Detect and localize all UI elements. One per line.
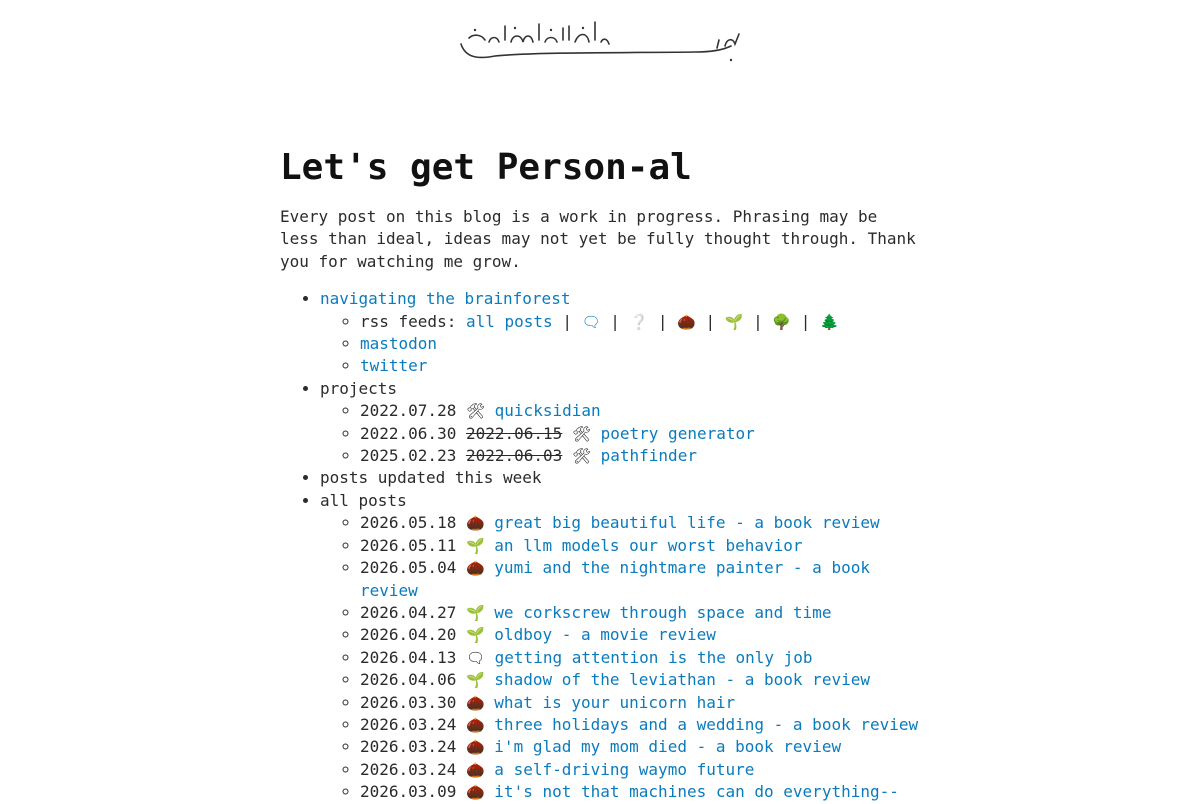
post-date: 2026.03.24 <box>360 737 457 757</box>
project-date: 2022.06.30 <box>360 423 457 443</box>
speech-bubble-icon: 🗨 <box>465 648 486 667</box>
separator: | <box>657 311 668 331</box>
post-date: 2026.05.04 <box>360 558 457 578</box>
brainforest-sublist <box>320 311 924 378</box>
list-item <box>320 490 924 804</box>
post-item <box>360 647 924 669</box>
list-item <box>320 288 924 378</box>
post-date: 2026.03.09 <box>360 782 457 802</box>
separator: | <box>753 311 763 331</box>
seedling-icon: 🌱 <box>465 671 485 690</box>
hammer-wrench-icon: 🛠 <box>465 402 486 421</box>
list-item <box>320 467 924 489</box>
question-mark-icon[interactable]: ❔ <box>629 312 649 331</box>
project-link-poetry-generator[interactable]: poetry generator <box>600 423 755 443</box>
post-date: 2026.03.24 <box>360 714 457 734</box>
all-posts-label: all posts <box>320 490 407 510</box>
post-item <box>360 759 924 781</box>
separator: | <box>800 311 811 331</box>
project-old-date: 2022.06.15 <box>465 423 563 443</box>
chestnut-icon: 🌰 <box>465 514 485 533</box>
mastodon-link[interactable]: mastodon <box>360 334 438 354</box>
seedling-icon[interactable]: 🌱 <box>724 312 744 331</box>
posts-list <box>320 512 924 803</box>
seedling-icon: 🌱 <box>465 626 485 645</box>
post-date: 2026.04.13 <box>360 647 457 667</box>
list-item <box>360 355 924 377</box>
post-link[interactable]: it's not that machines can do everything-- <box>494 782 899 802</box>
twitter-link[interactable]: twitter <box>360 356 428 376</box>
chestnut-icon: 🌰 <box>465 693 485 712</box>
post-link[interactable]: great big beautiful life - a book review <box>494 513 880 533</box>
post-item <box>360 512 924 534</box>
seedling-icon: 🌱 <box>465 603 485 622</box>
post-date: 2026.04.27 <box>360 602 457 622</box>
post-link[interactable]: we corkscrew through space and time <box>494 602 832 622</box>
brainforest-link[interactable]: navigating the brainforest <box>320 289 571 309</box>
post-link[interactable]: shadow of the leviathan - a book review <box>494 670 870 690</box>
page-title: Let's get Person-al <box>280 147 692 188</box>
post-item <box>360 535 924 557</box>
post-date: 2026.05.18 <box>360 513 457 533</box>
separator: | <box>562 311 572 331</box>
post-link[interactable]: an llm models our worst behavior <box>494 535 803 555</box>
chestnut-icon: 🌰 <box>465 760 485 779</box>
list-item <box>360 333 924 355</box>
projects-label: projects <box>320 378 398 398</box>
post-date: 2026.05.11 <box>360 535 457 555</box>
deciduous-tree-icon[interactable]: 🌳 <box>772 312 792 331</box>
post-link[interactable]: a self-driving waymo future <box>494 759 755 779</box>
project-item <box>360 423 924 445</box>
intro-paragraph: Every post on this blog is a work in progress. Phrasing may be less than ideal, ideas may not yet be fully thought through. Thank you for watching me grow. <box>280 207 916 271</box>
post-link[interactable]: i'm glad my mom died - a book review <box>494 737 842 757</box>
post-item <box>360 692 924 714</box>
post-item <box>360 714 924 736</box>
project-old-date: 2022.06.03 <box>465 446 563 466</box>
basmala-calligraphy-logo <box>455 16 747 64</box>
main-content <box>280 140 924 804</box>
post-date: 2026.03.24 <box>360 759 457 779</box>
project-date: 2025.02.23 <box>360 446 457 466</box>
separator: | <box>610 311 620 331</box>
seedling-icon: 🌱 <box>465 536 485 555</box>
updated-this-week-label: posts updated this week <box>320 468 542 488</box>
post-item <box>360 624 924 646</box>
separator: | <box>705 311 716 331</box>
post-item <box>360 557 924 602</box>
hammer-wrench-icon: 🛠 <box>571 424 591 443</box>
rss-all-posts-link[interactable]: all posts <box>465 311 553 331</box>
chestnut-icon: 🌰 <box>465 783 485 802</box>
post-item <box>360 781 924 803</box>
post-item <box>360 602 924 624</box>
list-item <box>320 378 924 468</box>
chestnut-icon: 🌰 <box>465 715 485 734</box>
post-date: 2026.04.06 <box>360 670 457 690</box>
post-item <box>360 736 924 758</box>
evergreen-tree-icon[interactable]: 🌲 <box>820 312 839 331</box>
project-link-quicksidian[interactable]: quicksidian <box>494 401 601 421</box>
chestnut-icon[interactable]: 🌰 <box>677 312 696 331</box>
rss-feeds-item <box>360 311 924 333</box>
hammer-wrench-icon: 🛠 <box>571 447 591 466</box>
chestnut-icon: 🌰 <box>465 559 485 578</box>
post-item <box>360 669 924 691</box>
post-link[interactable]: oldboy - a movie review <box>494 625 716 645</box>
project-item <box>360 445 924 467</box>
post-date: 2026.03.30 <box>360 692 457 712</box>
project-date: 2022.07.28 <box>360 401 457 421</box>
project-link-pathfinder[interactable]: pathfinder <box>600 446 697 466</box>
main-nav-list <box>280 288 924 803</box>
speech-bubble-icon[interactable]: 🗨 <box>581 312 601 331</box>
post-link[interactable]: yumi and the nightmare painter - a book review <box>360 558 870 600</box>
chestnut-icon: 🌰 <box>465 738 485 757</box>
projects-list <box>320 400 924 467</box>
post-link[interactable]: three holidays and a wedding - a book review <box>494 714 919 734</box>
post-link[interactable]: what is your unicorn hair <box>494 692 736 712</box>
project-item <box>360 400 924 422</box>
post-date: 2026.04.20 <box>360 625 457 645</box>
rss-feeds-label: rss feeds: <box>360 311 457 331</box>
post-link[interactable]: getting attention is the only job <box>494 647 813 667</box>
